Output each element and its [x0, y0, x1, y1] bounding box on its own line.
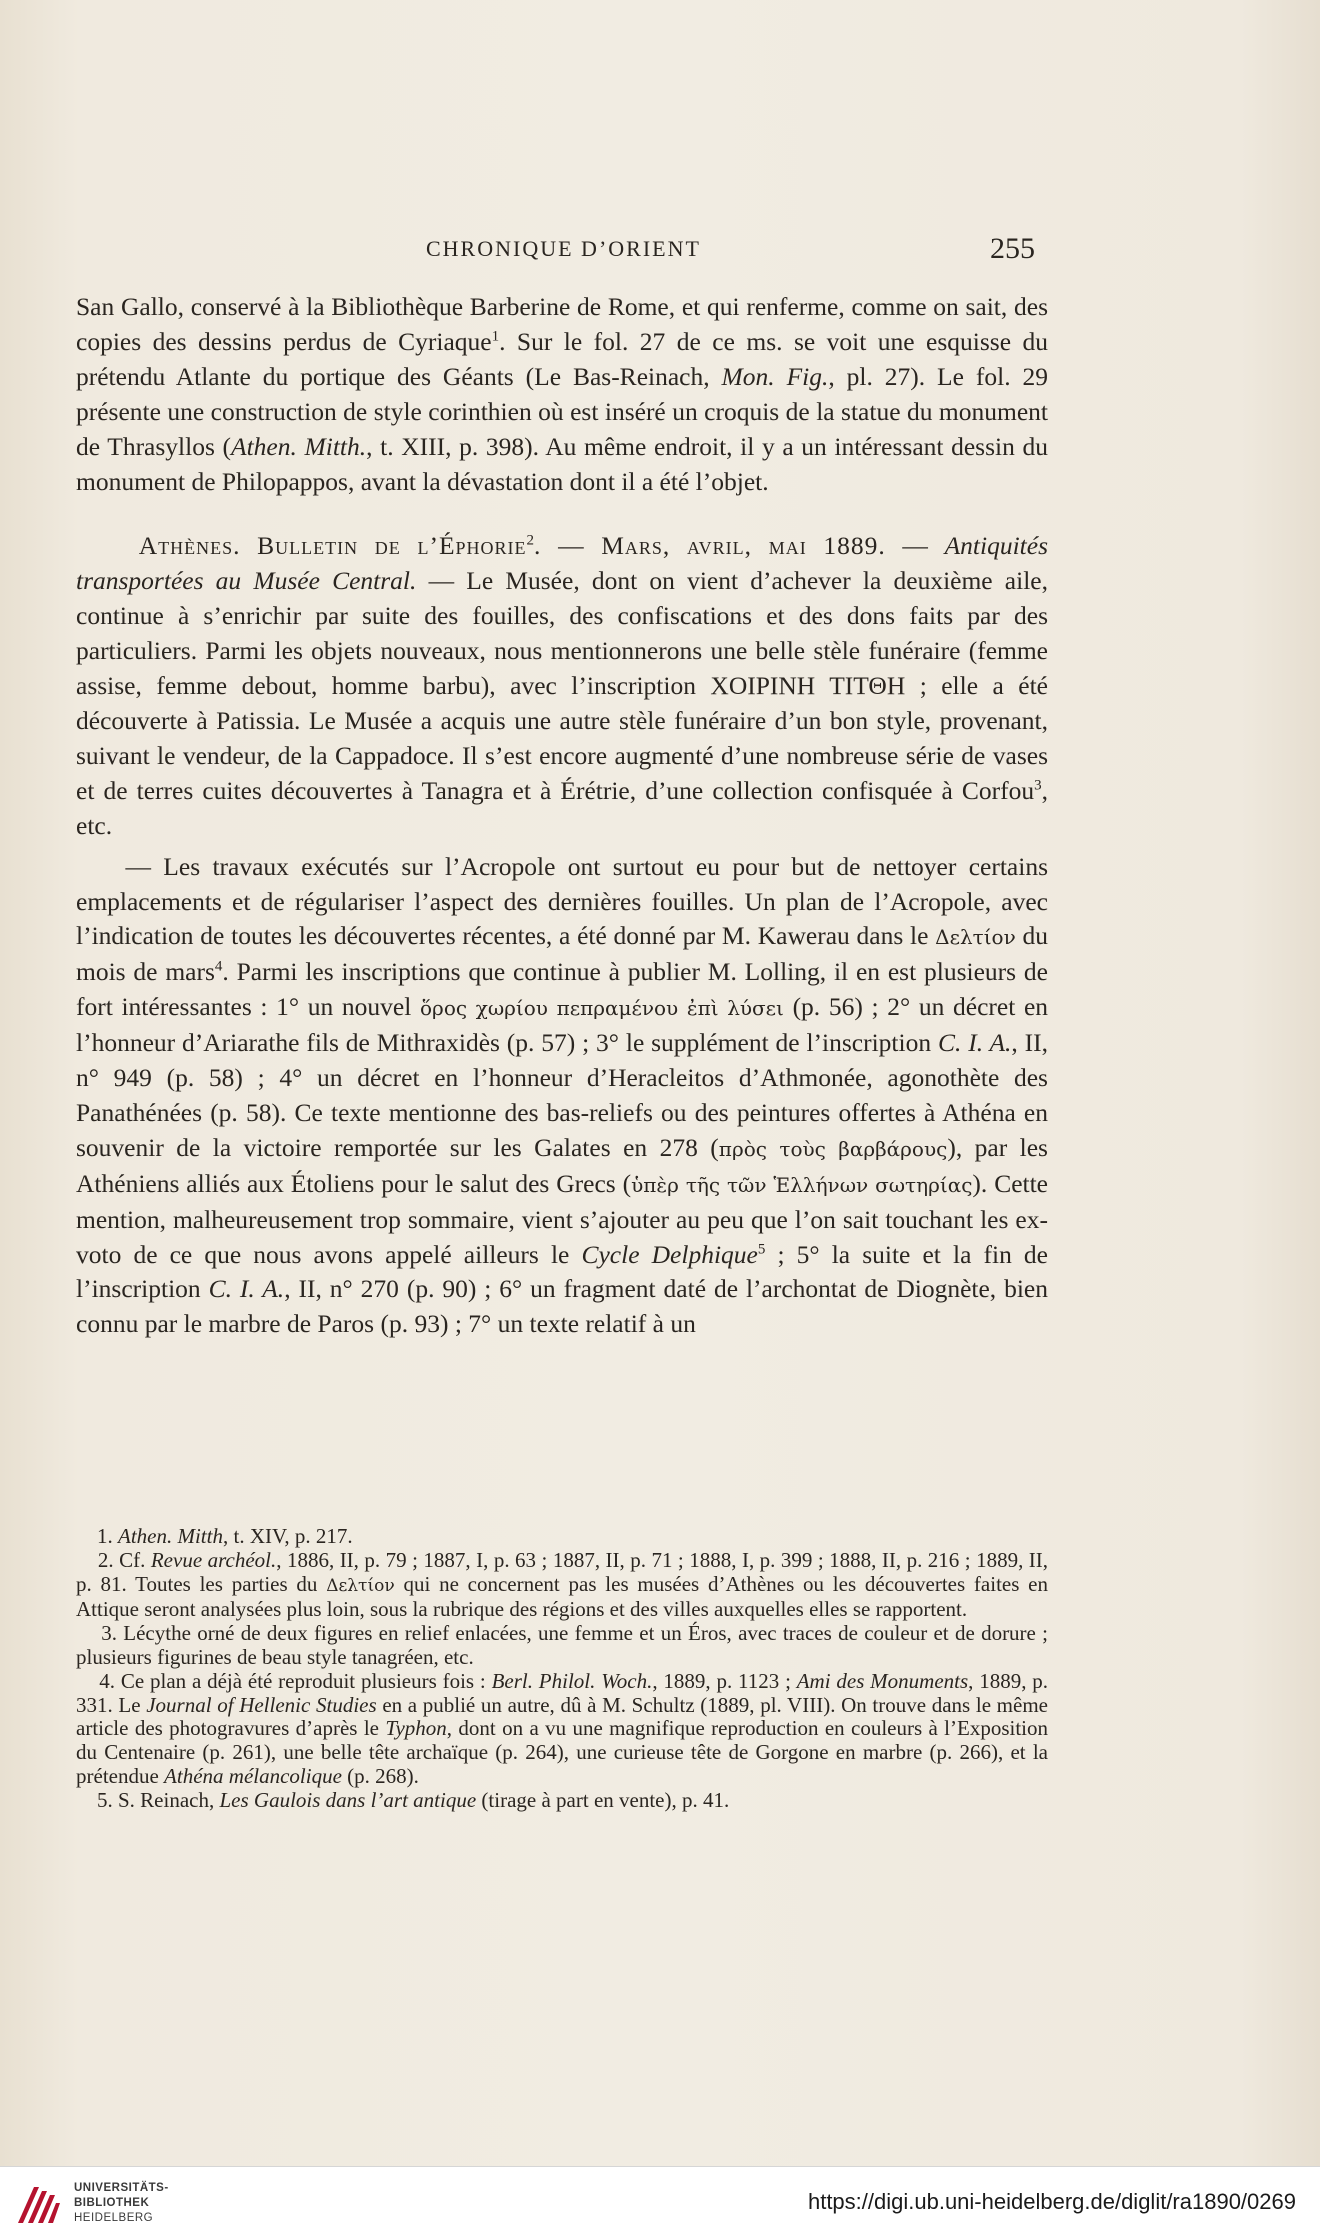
italic-citation: Athéna mélancolique	[164, 1763, 342, 1788]
italic-citation: C. I. A.	[937, 1028, 1012, 1058]
greek-text: ὅρος χωρίου πεπραμένου ἐπὶ λύσει	[420, 996, 784, 1021]
text-run: Lécythe orné de deux figures en relief enlacées, une femme et un Éros, avec traces de couleur et de dorure ; plusieurs figurines de beau style tanagréen, etc.	[76, 1621, 1049, 1669]
text-run: Cf.	[119, 1547, 146, 1572]
text-run: — Le Musée, dont on vient d’achever la deuxième aile, continue à s’enrichir par suite des fouilles, des confiscations et des dons faits par des particuliers. Parmi les objets nouveaux, nous mentionnerons une belle stèle funéraire (femme assise, femme debout, homme barbu), avec l’inscription ΧΟΙΡΙΝΗ ΤΙΤΘΗ ; elle a été découverte à Patissia. Le Musée a acquis une autre stèle funéraire d’un bon style, provenant, suivant le vendeur, de la Cappadoce. Il s’est encore augmenté d’une nombreuse série de vases et de terres cuites découvertes à Tanagra et à Érétrie, d’une collection confisquée à Corfou	[76, 566, 1048, 805]
footnote-ref[interactable]: 4	[214, 958, 223, 975]
section-date: . — Mars, avril, mai 1889. —	[534, 531, 929, 561]
footnote-ref[interactable]: 1	[491, 328, 500, 345]
paragraph-1	[76, 290, 1048, 499]
library-logo-icon[interactable]	[12, 2179, 64, 2231]
greek-text: Δελτίον	[326, 1575, 395, 1596]
footnote-2	[76, 1549, 1048, 1622]
text-run: , 1889, p. 1123 ;	[652, 1668, 791, 1693]
footnote-ref[interactable]: 3	[1034, 777, 1042, 794]
text-run: San Gallo, conservé à la Bibliothèque Barberine de Rome, et qui renferme, comme on sait, des copies des dessins perdus de Cyriaque	[76, 292, 1048, 356]
paragraph-3	[76, 850, 1048, 1343]
italic-citation: Mon. Fig.	[721, 361, 829, 391]
italic-citation: Athen. Mitth.	[231, 431, 367, 461]
footnote-number: 1.	[97, 1524, 113, 1548]
footnote-4	[76, 1670, 1048, 1789]
footnote-number: 5.	[97, 1787, 113, 1812]
section-heading: Athènes. Bulletin de l’Éphorie	[138, 531, 527, 561]
footnote-number: 2.	[97, 1547, 114, 1572]
text-run: , II, n° 270 (p. 90) ; 6° un fragment daté de l’archontat de Diognète, bien connu par le marbre de Paros (p. 93) ; 7° un texte relatif à un	[76, 1274, 1048, 1339]
italic-citation: Les Gaulois dans l’art antique	[219, 1787, 477, 1812]
library-name-line: BIBLIOTHEK	[74, 2197, 150, 2209]
text-run: , etc.	[76, 775, 1048, 840]
text-run: , dont on a vu une magnifique reproduction en couleurs à l’Exposition du Centenaire (p. 261), une belle tête archaïque (p. 264), une curieuse tête de Gorgone en marbre (p. 266), et la prétendue	[76, 1716, 1049, 1788]
paragraph-2	[76, 529, 1048, 843]
text-run: ). Cette mention, malheureusement trop sommaire, vient s’ajouter au peu que l’on sait touchant les ex-voto de ce que nous avons appelé ailleurs le	[76, 1168, 1049, 1269]
text-run: du mois de mars	[76, 921, 1048, 987]
text-run: , 1886, II, p. 79 ; 1887, I, p. 63 ; 1887, II, p. 71 ; 1888, I, p. 399 ; 1888, II, p. 216 ; 1889, II, p. 81. Toutes les parties du	[76, 1547, 1049, 1596]
library-name-line: UNIVERSITÄTS-	[74, 2182, 169, 2194]
text-run: S. Reinach,	[118, 1787, 215, 1812]
permalink-url[interactable]: https://digi.ub.uni-heidelberg.de/diglit/ra1890/0269	[807, 2189, 1296, 2214]
text-run: (tirage à part en vente), p. 41.	[481, 1787, 730, 1812]
text-run: ; 5° la suite et la fin de l’inscription	[76, 1239, 1049, 1304]
italic-citation: C. I. A.	[208, 1274, 285, 1304]
greek-text: Δελτίον	[935, 925, 1016, 950]
viewer-footer	[0, 2166, 1320, 2240]
text-run: — Les travaux exécutés sur l’Acropole ont surtout eu pour but de nettoyer certains emplacements et de régulariser l’aspect des dernières fouilles. Un plan de l’Acropole, avec l’indication de toutes les découvertes récentes, a été donné par M. Kawerau dans le	[76, 851, 1048, 951]
running-head	[0, 232, 1320, 272]
footnotes	[76, 1525, 1048, 1813]
text-run: qui ne concernent pas les musées d’Athènes ou les découvertes faites en Attique seront analysées plus loin, sous la rubrique des régions et des villes auxquelles elles se rapportent.	[76, 1571, 1048, 1622]
italic-citation: Journal of Hellenic Studies	[146, 1692, 377, 1717]
italic-citation: Typhon	[385, 1716, 447, 1741]
library-logo-mark	[12, 2179, 64, 2231]
text-run: (p. 56) ; 2° un décret en l’honneur d’Ariarathe fils de Mithraxidès (p. 57) ; 3° le supplément de l’inscription	[76, 992, 1049, 1058]
text-run: , II, n° 949 (p. 58) ; 4° un décret en l’honneur d’Heracleitos d’Athmonée, agonothète des Panathénées (p. 58). Ce texte mentionne des bas-reliefs ou des peintures offertes à Athéna en souvenir de la victoire remportée sur les Galates en 278 (	[76, 1028, 1049, 1162]
text-run: , t. XIV, p. 217.	[222, 1524, 353, 1548]
italic-citation: Berl. Philol. Woch.	[491, 1668, 653, 1693]
italic-heading: Antiquités transportées au Musée Central.	[76, 531, 1049, 596]
text-run: ), par les Athéniens alliés aux Étoliens pour le salut des Grecs (	[76, 1132, 1048, 1198]
footnote-3	[76, 1622, 1048, 1670]
footnote-number: 3.	[101, 1621, 117, 1646]
italic-citation: Athen. Mitth	[118, 1524, 223, 1548]
text-run: en a publié un autre, dû à M. Schultz (1889, pl. VIII). On trouve dans le même article des photogravures d’après le	[76, 1692, 1048, 1741]
text-run: , t. XIII, p. 398). Au même endroit, il y a un intéressant dessin du monument de Philopappos, avant la dévastation dont il a été l’objet.	[76, 431, 1048, 496]
footnote-number: 4.	[99, 1668, 116, 1693]
body-text	[76, 290, 1048, 1342]
text-run: (p. 268).	[347, 1763, 419, 1788]
text-run: Ce plan a déjà été reproduit plusieurs fois :	[120, 1668, 486, 1693]
greek-text: ὑπὲρ τῆς τῶν Ἑλλήνων σωτηρίας	[631, 1172, 973, 1197]
running-title: CHRONIQUE D’ORIENT	[426, 236, 701, 261]
text-run: . Sur le fol. 27 de ce ms. se voit une esquisse du prétendu Atlante du portique des Géants (Le Bas-Reinach,	[76, 326, 1048, 391]
italic-citation: Ami des Monuments	[796, 1668, 969, 1693]
footnote-5	[76, 1789, 1048, 1813]
footnote-ref[interactable]: 5	[757, 1241, 766, 1258]
library-name-line: HEIDELBERG	[74, 2212, 154, 2224]
greek-text: πρὸς τοὺς βαρβάρους	[718, 1136, 948, 1161]
footnote-1	[76, 1525, 1048, 1549]
text-run: , pl. 27). Le fol. 29 présente une construction de style corinthien où est inséré un croquis de la statue du monument de Thrasyllos (	[76, 361, 1048, 461]
page-number: 255	[990, 232, 1035, 265]
text-run: , 1889, p. 331. Le	[76, 1668, 1049, 1717]
italic-citation: Cycle Delphique	[581, 1239, 758, 1269]
text-run: . Parmi les inscriptions que continue à publier M. Lolling, il en est plusieurs de fort intéressantes : 1° un nouvel	[76, 957, 1048, 1022]
italic-citation: Revue archéol.	[150, 1547, 277, 1572]
footnote-divider	[76, 1510, 1048, 1511]
library-name	[74, 2181, 169, 2226]
footnote-ref[interactable]: 2	[526, 532, 535, 549]
